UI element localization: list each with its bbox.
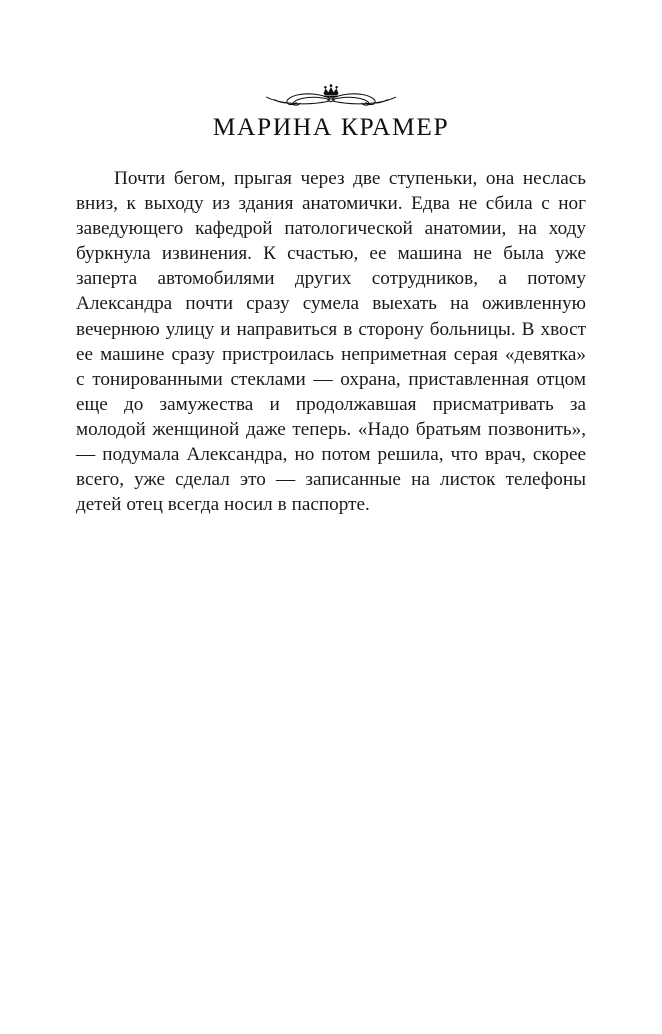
author-name: МАРИНА КРАМЕР [212,112,450,141]
body-text-block [76,166,586,517]
crown-flourish-ornament [251,80,411,112]
body-paragraph: Почти бегом, прыгая через две ступеньки, она неслась вниз, к выходу из здания анатомички. Едва не сбила с ног заведующего кафедрой патологической анатомии, на ходу буркнула извинения. К счастью, ее машина не была уже заперта автомобилями других сотрудников, а потому Александра почти сразу сумела выехать на оживленную вечернюю улицу и направиться в сторону больницы. В хвост ее машине сразу пристроилась неприметная серая «девятка» с тонированными стеклами — охрана, приставленная отцом еще до замужества и продолжавшая присматривать за молодой женщиной даже теперь. «Надо братьям позвонить», — подумала Александра, но потом решила, что врач, скорее всего, уже сделал это — записанные на листок телефоны детей отец всегда носил в паспорте. [76,168,586,516]
running-head [0,80,662,141]
